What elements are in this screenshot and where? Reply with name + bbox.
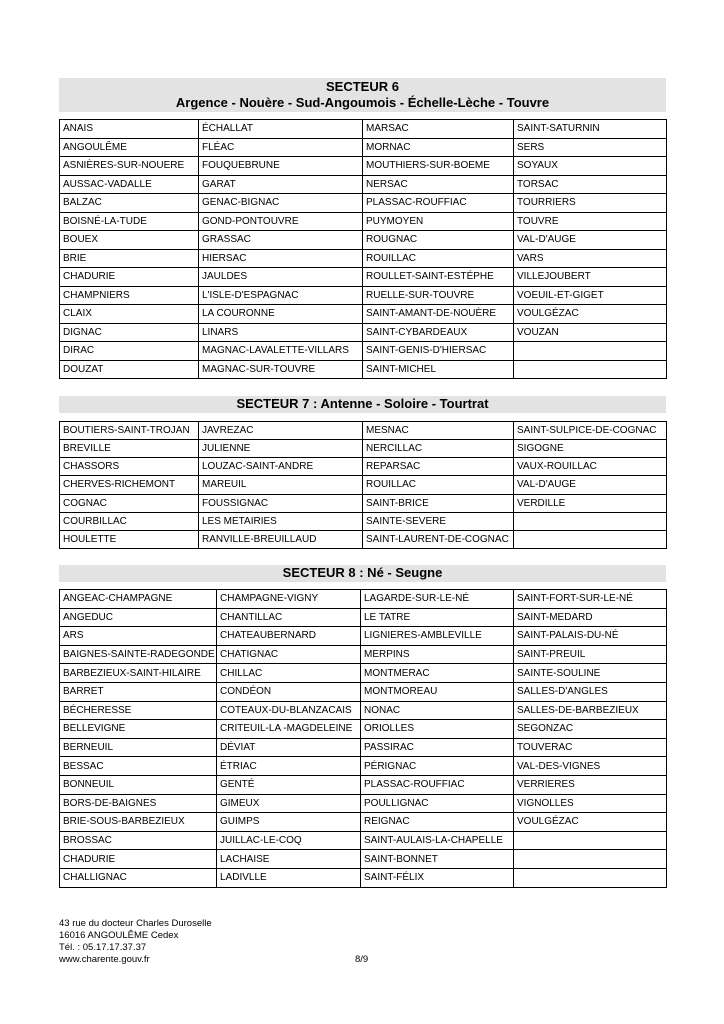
commune-cell: GARAT bbox=[199, 175, 363, 194]
commune-cell: GENTÉ bbox=[217, 775, 361, 794]
commune-cell: VARS bbox=[514, 249, 667, 268]
commune-cell: ROUILLAC bbox=[363, 476, 514, 494]
table-row bbox=[60, 157, 667, 176]
commune-cell: BRIE-SOUS-BARBEZIEUX bbox=[60, 813, 217, 832]
commune-cell: FLÉAC bbox=[199, 138, 363, 157]
table-row bbox=[60, 212, 667, 231]
table-row bbox=[60, 175, 667, 194]
table-row bbox=[60, 286, 667, 305]
commune-cell: VAL-D'AUGE bbox=[514, 231, 667, 250]
commune-cell: LACHAISE bbox=[217, 850, 361, 869]
commune-cell: BAIGNES-SAINTE-RADEGONDE bbox=[60, 645, 217, 664]
commune-cell: SALLES-D'ANGLES bbox=[514, 682, 667, 701]
commune-cell: LADIVLLE bbox=[217, 868, 361, 887]
sector-6-title: SECTEUR 6 bbox=[326, 79, 399, 94]
table-row bbox=[60, 590, 667, 609]
commune-cell: ORIOLLES bbox=[361, 720, 514, 739]
commune-cell: LINARS bbox=[199, 323, 363, 342]
commune-cell: MESNAC bbox=[363, 422, 514, 440]
commune-cell: JAULDES bbox=[199, 268, 363, 287]
commune-cell: SEGONZAC bbox=[514, 720, 667, 739]
commune-cell: CHATEAUBERNARD bbox=[217, 627, 361, 646]
commune-cell: VILLEJOUBERT bbox=[514, 268, 667, 287]
sector-8-table bbox=[59, 589, 667, 888]
commune-cell: BORS-DE-BAIGNES bbox=[60, 794, 217, 813]
commune-cell: VOEUIL-ET-GIGET bbox=[514, 286, 667, 305]
commune-cell: DOUZAT bbox=[60, 360, 199, 379]
commune-cell: PLASSAC-ROUFFIAC bbox=[361, 775, 514, 794]
commune-cell: CHAMPNIERS bbox=[60, 286, 199, 305]
table-row bbox=[60, 458, 667, 476]
commune-cell: CHANTILLAC bbox=[217, 608, 361, 627]
commune-cell: ASNIÈRES-SUR-NOUERE bbox=[60, 157, 199, 176]
commune-cell: CHILLAC bbox=[217, 664, 361, 683]
commune-cell: TOUVRE bbox=[514, 212, 667, 231]
table-row bbox=[60, 682, 667, 701]
commune-cell: VAL-DES-VIGNES bbox=[514, 757, 667, 776]
commune-cell: VOUZAN bbox=[514, 323, 667, 342]
table-row bbox=[60, 360, 667, 379]
table-row bbox=[60, 738, 667, 757]
commune-cell: ANGEAC-CHAMPAGNE bbox=[60, 590, 217, 609]
commune-cell: VIGNOLLES bbox=[514, 794, 667, 813]
commune-cell: ROULLET-SAINT-ESTÉPHE bbox=[363, 268, 514, 287]
commune-cell: CHAMPAGNE-VIGNY bbox=[217, 590, 361, 609]
commune-cell: BESSAC bbox=[60, 757, 217, 776]
commune-cell: SAINT-MEDARD bbox=[514, 608, 667, 627]
table-row bbox=[60, 138, 667, 157]
commune-cell: JAVREZAC bbox=[199, 422, 363, 440]
commune-cell: BREVILLE bbox=[60, 440, 199, 458]
page-number: 8/9 bbox=[355, 954, 369, 965]
table-row bbox=[60, 512, 667, 530]
commune-cell: SAINTE-SEVERE bbox=[363, 512, 514, 530]
commune-cell: HOULETTE bbox=[60, 530, 199, 548]
commune-cell bbox=[514, 530, 667, 548]
commune-cell: MONTMOREAU bbox=[361, 682, 514, 701]
commune-cell: CLAIX bbox=[60, 305, 199, 324]
table-row bbox=[60, 422, 667, 440]
sector-6-subtitle: Argence - Nouère - Sud-Angoumois - Échelle-Lèche - Touvre bbox=[175, 95, 550, 110]
commune-cell: BARRET bbox=[60, 682, 217, 701]
commune-cell: TORSAC bbox=[514, 175, 667, 194]
commune-cell: SAINT-BRICE bbox=[363, 494, 514, 512]
commune-cell: SAINTE-SOULINE bbox=[514, 664, 667, 683]
commune-cell: VAUX-ROUILLAC bbox=[514, 458, 667, 476]
commune-cell: CHALLIGNAC bbox=[60, 868, 217, 887]
commune-cell: SAINT-PALAIS-DU-NÉ bbox=[514, 627, 667, 646]
commune-cell: VOULGÉZAC bbox=[514, 813, 667, 832]
commune-cell: SAINT-SULPICE-DE-COGNAC bbox=[514, 422, 667, 440]
commune-cell: DIGNAC bbox=[60, 323, 199, 342]
commune-cell: HIERSAC bbox=[199, 249, 363, 268]
commune-cell: NONAC bbox=[361, 701, 514, 720]
commune-cell: LA COURONNE bbox=[199, 305, 363, 324]
commune-cell: COURBILLAC bbox=[60, 512, 199, 530]
sector-7-title: SECTEUR 7 : Antenne - Soloire - Tourtrat bbox=[236, 396, 489, 411]
commune-cell bbox=[514, 512, 667, 530]
table-row bbox=[60, 775, 667, 794]
commune-cell: AUSSAC-VADALLE bbox=[60, 175, 199, 194]
commune-cell: SAINT-FORT-SUR-LE-NÉ bbox=[514, 590, 667, 609]
commune-cell: SALLES-DE-BARBEZIEUX bbox=[514, 701, 667, 720]
commune-cell: RANVILLE-BREUILLAUD bbox=[199, 530, 363, 548]
commune-cell: PLASSAC-ROUFFIAC bbox=[363, 194, 514, 213]
commune-cell: CHASSORS bbox=[60, 458, 199, 476]
commune-cell: MARSAC bbox=[363, 120, 514, 139]
commune-cell: GENAC-BIGNAC bbox=[199, 194, 363, 213]
commune-cell: CHERVES-RICHEMONT bbox=[60, 476, 199, 494]
commune-cell: MAGNAC-LAVALETTE-VILLARS bbox=[199, 342, 363, 361]
commune-cell: SAINT-LAURENT-DE-COGNAC bbox=[363, 530, 514, 548]
commune-cell: FOUQUEBRUNE bbox=[199, 157, 363, 176]
commune-cell: BONNEUIL bbox=[60, 775, 217, 794]
table-row bbox=[60, 831, 667, 850]
commune-cell: SOYAUX bbox=[514, 157, 667, 176]
commune-cell: MOUTHIERS-SUR-BOEME bbox=[363, 157, 514, 176]
table-row bbox=[60, 120, 667, 139]
commune-cell: GOND-PONTOUVRE bbox=[199, 212, 363, 231]
commune-cell: SAINT-SATURNIN bbox=[514, 120, 667, 139]
commune-cell: GRASSAC bbox=[199, 231, 363, 250]
table-row bbox=[60, 305, 667, 324]
sector-8-header bbox=[59, 565, 666, 582]
footer-phone: Tél. : 05.17.17.37.37 bbox=[59, 942, 147, 953]
sector-8-title: SECTEUR 8 : Né - Seugne bbox=[282, 565, 443, 580]
table-row bbox=[60, 530, 667, 548]
commune-cell: SAINT-AULAIS-LA-CHAPELLE bbox=[361, 831, 514, 850]
commune-cell: JULIENNE bbox=[199, 440, 363, 458]
commune-cell: LIGNIERES-AMBLEVILLE bbox=[361, 627, 514, 646]
commune-cell: ÉTRIAC bbox=[217, 757, 361, 776]
commune-cell: CONDÉON bbox=[217, 682, 361, 701]
commune-cell: PUYMOYEN bbox=[363, 212, 514, 231]
commune-cell: SAINT-BONNET bbox=[361, 850, 514, 869]
table-row bbox=[60, 664, 667, 683]
commune-cell: BOISNÉ-LA-TUDE bbox=[60, 212, 199, 231]
commune-cell: PASSIRAC bbox=[361, 738, 514, 757]
commune-cell: REIGNAC bbox=[361, 813, 514, 832]
commune-cell: NERCILLAC bbox=[363, 440, 514, 458]
table-row bbox=[60, 868, 667, 887]
commune-cell: GIMEUX bbox=[217, 794, 361, 813]
commune-cell: VAL-D'AUGE bbox=[514, 476, 667, 494]
commune-cell: MAREUIL bbox=[199, 476, 363, 494]
commune-cell: SAINT-AMANT-DE-NOUÈRE bbox=[363, 305, 514, 324]
commune-cell: MORNAC bbox=[363, 138, 514, 157]
commune-cell: LE TATRE bbox=[361, 608, 514, 627]
table-row bbox=[60, 268, 667, 287]
sector-7-table bbox=[59, 421, 667, 549]
commune-cell: MAGNAC-SUR-TOUVRE bbox=[199, 360, 363, 379]
commune-cell: L'ISLE-D'ESPAGNAC bbox=[199, 286, 363, 305]
commune-cell: RUELLE-SUR-TOUVRE bbox=[363, 286, 514, 305]
table-row bbox=[60, 342, 667, 361]
commune-cell: TOUVERAC bbox=[514, 738, 667, 757]
sector-6-header bbox=[59, 78, 666, 112]
table-row bbox=[60, 627, 667, 646]
commune-cell: TOURRIERS bbox=[514, 194, 667, 213]
commune-cell: DIRAC bbox=[60, 342, 199, 361]
commune-cell: PÉRIGNAC bbox=[361, 757, 514, 776]
table-row bbox=[60, 608, 667, 627]
commune-cell: ANGEDUC bbox=[60, 608, 217, 627]
commune-cell: BROSSAC bbox=[60, 831, 217, 850]
commune-cell: CHATIGNAC bbox=[217, 645, 361, 664]
commune-cell: BERNEUIL bbox=[60, 738, 217, 757]
commune-cell: BOUTIERS-SAINT-TROJAN bbox=[60, 422, 199, 440]
commune-cell: VERRIERES bbox=[514, 775, 667, 794]
commune-cell: SAINT-MICHEL bbox=[363, 360, 514, 379]
commune-cell: BÉCHERESSE bbox=[60, 701, 217, 720]
commune-cell: MERPINS bbox=[361, 645, 514, 664]
commune-cell bbox=[514, 868, 667, 887]
commune-cell: ANGOULÊME bbox=[60, 138, 199, 157]
commune-cell: CRITEUIL-LA -MAGDELEINE bbox=[217, 720, 361, 739]
commune-cell: SAINT-PREUIL bbox=[514, 645, 667, 664]
footer-website[interactable]: www.charente.gouv.fr bbox=[59, 954, 150, 965]
commune-cell: SERS bbox=[514, 138, 667, 157]
commune-cell: BALZAC bbox=[60, 194, 199, 213]
commune-cell: BOUEX bbox=[60, 231, 199, 250]
commune-cell bbox=[514, 342, 667, 361]
commune-cell bbox=[514, 360, 667, 379]
commune-cell: SAINT-FÉLIX bbox=[361, 868, 514, 887]
sector-7-header bbox=[59, 396, 666, 413]
table-row bbox=[60, 757, 667, 776]
commune-cell: COTEAUX-DU-BLANZACAIS bbox=[217, 701, 361, 720]
footer-address bbox=[59, 918, 212, 966]
table-row bbox=[60, 794, 667, 813]
commune-cell: SAINT-CYBARDEAUX bbox=[363, 323, 514, 342]
footer-street: 43 rue du docteur Charles Duroselle bbox=[59, 918, 212, 929]
commune-cell: ARS bbox=[60, 627, 217, 646]
commune-cell: REPARSAC bbox=[363, 458, 514, 476]
table-row bbox=[60, 813, 667, 832]
commune-cell: BELLEVIGNE bbox=[60, 720, 217, 739]
footer-city: 16016 ANGOULÊME Cedex bbox=[59, 930, 179, 941]
commune-cell: GUIMPS bbox=[217, 813, 361, 832]
commune-cell: DÉVIAT bbox=[217, 738, 361, 757]
commune-cell: VOULGÉZAC bbox=[514, 305, 667, 324]
table-row bbox=[60, 850, 667, 869]
table-row bbox=[60, 476, 667, 494]
commune-cell bbox=[514, 831, 667, 850]
commune-cell: LOUZAC-SAINT-ANDRE bbox=[199, 458, 363, 476]
table-row bbox=[60, 440, 667, 458]
commune-cell: JUILLAC-LE-COQ bbox=[217, 831, 361, 850]
table-row bbox=[60, 249, 667, 268]
commune-cell: ÉCHALLAT bbox=[199, 120, 363, 139]
commune-cell: ANAIS bbox=[60, 120, 199, 139]
commune-cell: BRIE bbox=[60, 249, 199, 268]
sector-6-table bbox=[59, 119, 667, 379]
commune-cell: MONTMERAC bbox=[361, 664, 514, 683]
commune-cell: CHADURIE bbox=[60, 268, 199, 287]
commune-cell: LAGARDE-SUR-LE-NÉ bbox=[361, 590, 514, 609]
commune-cell: ROUGNAC bbox=[363, 231, 514, 250]
commune-cell: CHADURIE bbox=[60, 850, 217, 869]
table-row bbox=[60, 194, 667, 213]
table-row bbox=[60, 645, 667, 664]
commune-cell: VERDILLE bbox=[514, 494, 667, 512]
table-row bbox=[60, 323, 667, 342]
table-row bbox=[60, 720, 667, 739]
commune-cell: ROUILLAC bbox=[363, 249, 514, 268]
commune-cell: COGNAC bbox=[60, 494, 199, 512]
commune-cell bbox=[514, 850, 667, 869]
commune-cell: LES METAIRIES bbox=[199, 512, 363, 530]
table-row bbox=[60, 494, 667, 512]
commune-cell: FOUSSIGNAC bbox=[199, 494, 363, 512]
commune-cell: NERSAC bbox=[363, 175, 514, 194]
commune-cell: SAINT-GENIS-D'HIERSAC bbox=[363, 342, 514, 361]
table-row bbox=[60, 701, 667, 720]
commune-cell: BARBEZIEUX-SAINT-HILAIRE bbox=[60, 664, 217, 683]
commune-cell: SIGOGNE bbox=[514, 440, 667, 458]
commune-cell: POULLIGNAC bbox=[361, 794, 514, 813]
table-row bbox=[60, 231, 667, 250]
